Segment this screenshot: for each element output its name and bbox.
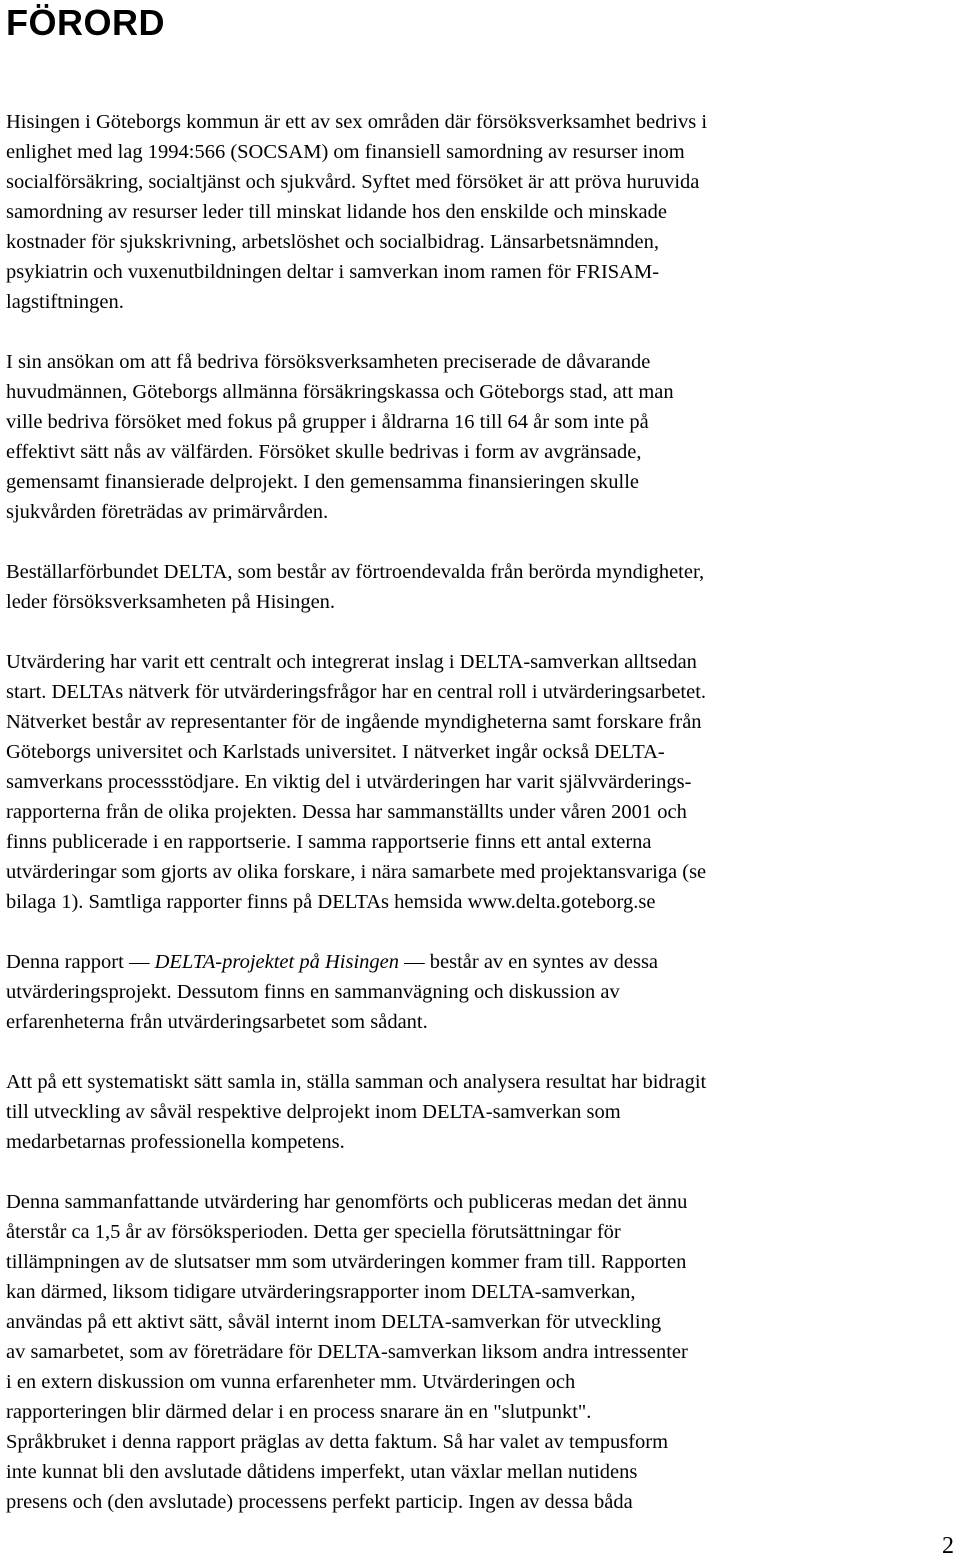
paragraph-1: [6, 107, 911, 317]
text-line: tillämpningen av de slutsatser mm som utvärderingen kommer fram till. Rapporten: [6, 1251, 687, 1273]
text-line: huvudmännen, Göteborgs allmänna försäkringskassa och Göteborgs stad, att man: [6, 381, 674, 403]
text-line: inte kunnat bli den avslutade dåtidens imperfekt, utan växlar mellan nutidens: [6, 1461, 638, 1483]
text-line: Beställarförbundet DELTA, som består av förtroendevalda från berörda myndigheter,: [6, 561, 705, 583]
text-line: kostnader för sjukskrivning, arbetslöshet och socialbidrag. Länsarbetsnämnden,: [6, 231, 659, 253]
paragraph-3: [6, 557, 911, 617]
text-line: samverkans processstödjare. En viktig del i utvärderingen har varit självvärderings-: [6, 771, 692, 793]
paragraph-7: [6, 1187, 911, 1517]
text-line: Att på ett systematiskt sätt samla in, ställa samman och analysera resultat har bidragit: [6, 1071, 707, 1093]
text-line: bilaga 1). Samtliga rapporter finns på DELTAs hemsida www.delta.goteborg.se: [6, 891, 656, 913]
report-title-italic: DELTA-projektet på Hisingen: [154, 951, 399, 973]
text-line: användas på ett aktivt sätt, såväl internt inom DELTA-samverkan för utveckling: [6, 1311, 662, 1333]
text-line: rapporterna från de olika projekten. Dessa har sammanställts under våren 2001 och: [6, 801, 687, 823]
text-line: Göteborgs universitet och Karlstads universitet. I nätverket ingår också DELTA-: [6, 741, 665, 763]
text-line: leder försöksverksamheten på Hisingen.: [6, 591, 336, 613]
line-text-after: — består av en syntes av dessa: [399, 951, 659, 973]
line-text-before: Denna rapport —: [6, 951, 155, 973]
page-title: FÖRORD: [6, 2, 165, 43]
text-line: Språkbruket i denna rapport präglas av detta faktum. Så har valet av tempusform: [6, 1431, 669, 1453]
text-line: till utveckling av såväl respektive delprojekt inom DELTA-samverkan som: [6, 1101, 621, 1123]
paragraph-5: [6, 947, 911, 1037]
text-line: medarbetarnas professionella kompetens.: [6, 1131, 345, 1153]
text-line: Nätverket består av representanter för de ingående myndigheterna samt forskare från: [6, 711, 702, 733]
text-line: socialförsäkring, socialtjänst och sjukvård. Syftet med försöket är att pröva huruvida: [6, 171, 700, 193]
text-line: Utvärdering har varit ett centralt och integrerat inslag i DELTA-samverkan alltsedan: [6, 651, 697, 673]
paragraph-6: [6, 1067, 911, 1157]
text-line: sjukvården företrädas av primärvården.: [6, 501, 329, 523]
text-line: av samarbetet, som av företrädare för DELTA-samverkan liksom andra intressenter: [6, 1341, 688, 1363]
text-line: effektivt sätt nås av välfärden. Försöket skulle bedrivas i form av avgränsade,: [6, 441, 642, 463]
text-line: Denna sammanfattande utvärdering har genomförts och publiceras medan det ännu: [6, 1191, 688, 1213]
text-line: gemensamt finansierade delprojekt. I den gemensamma finansieringen skulle: [6, 471, 640, 493]
text-line: utvärderingsprojekt. Dessutom finns en sammanvägning och diskussion av: [6, 981, 620, 1003]
text-line: Hisingen i Göteborgs kommun är ett av sex områden där försöksverksamhet bedrivs i: [6, 111, 708, 133]
text-line: ville bedriva försöket med fokus på grupper i åldrarna 16 till 64 år som inte på: [6, 411, 649, 433]
text-line: I sin ansökan om att få bedriva försöksverksamheten preciserade de dåvarande: [6, 351, 651, 373]
page-number: 2: [942, 1533, 954, 1559]
text-line: psykiatrin och vuxenutbildningen deltar i samverkan inom ramen för FRISAM-: [6, 261, 660, 283]
text-line: lagstiftningen.: [6, 291, 124, 313]
text-line: erfarenheterna från utvärderingsarbetet som sådant.: [6, 1011, 428, 1033]
text-line: finns publicerade i en rapportserie. I samma rapportserie finns ett antal externa: [6, 831, 652, 853]
text-line: start. DELTAs nätverk för utvärderingsfrågor har en central roll i utvärderingsarbetet.: [6, 681, 707, 703]
paragraph-2: [6, 347, 911, 527]
text-line: återstår ca 1,5 år av försöksperioden. Detta ger speciella förutsättningar för: [6, 1221, 621, 1243]
text-line: enlighet med lag 1994:566 (SOCSAM) om finansiell samordning av resurser inom: [6, 141, 685, 163]
text-line: [6, 947, 911, 977]
text-line: rapporteringen blir därmed delar i en process snarare än en "slutpunkt".: [6, 1401, 592, 1423]
text-line: presens och (den avslutade) processens perfekt particip. Ingen av dessa båda: [6, 1491, 633, 1513]
text-line: i en extern diskussion om vunna erfarenheter mm. Utvärderingen och: [6, 1371, 576, 1393]
text-line: samordning av resurser leder till minskat lidande hos den enskilde och minskade: [6, 201, 667, 223]
text-line: kan därmed, liksom tidigare utvärderingsrapporter inom DELTA-samverkan,: [6, 1281, 636, 1303]
document-body: [6, 107, 911, 1547]
text-line: utvärderingar som gjorts av olika forskare, i nära samarbete med projektansvariga (se: [6, 861, 707, 883]
paragraph-4: [6, 647, 911, 917]
